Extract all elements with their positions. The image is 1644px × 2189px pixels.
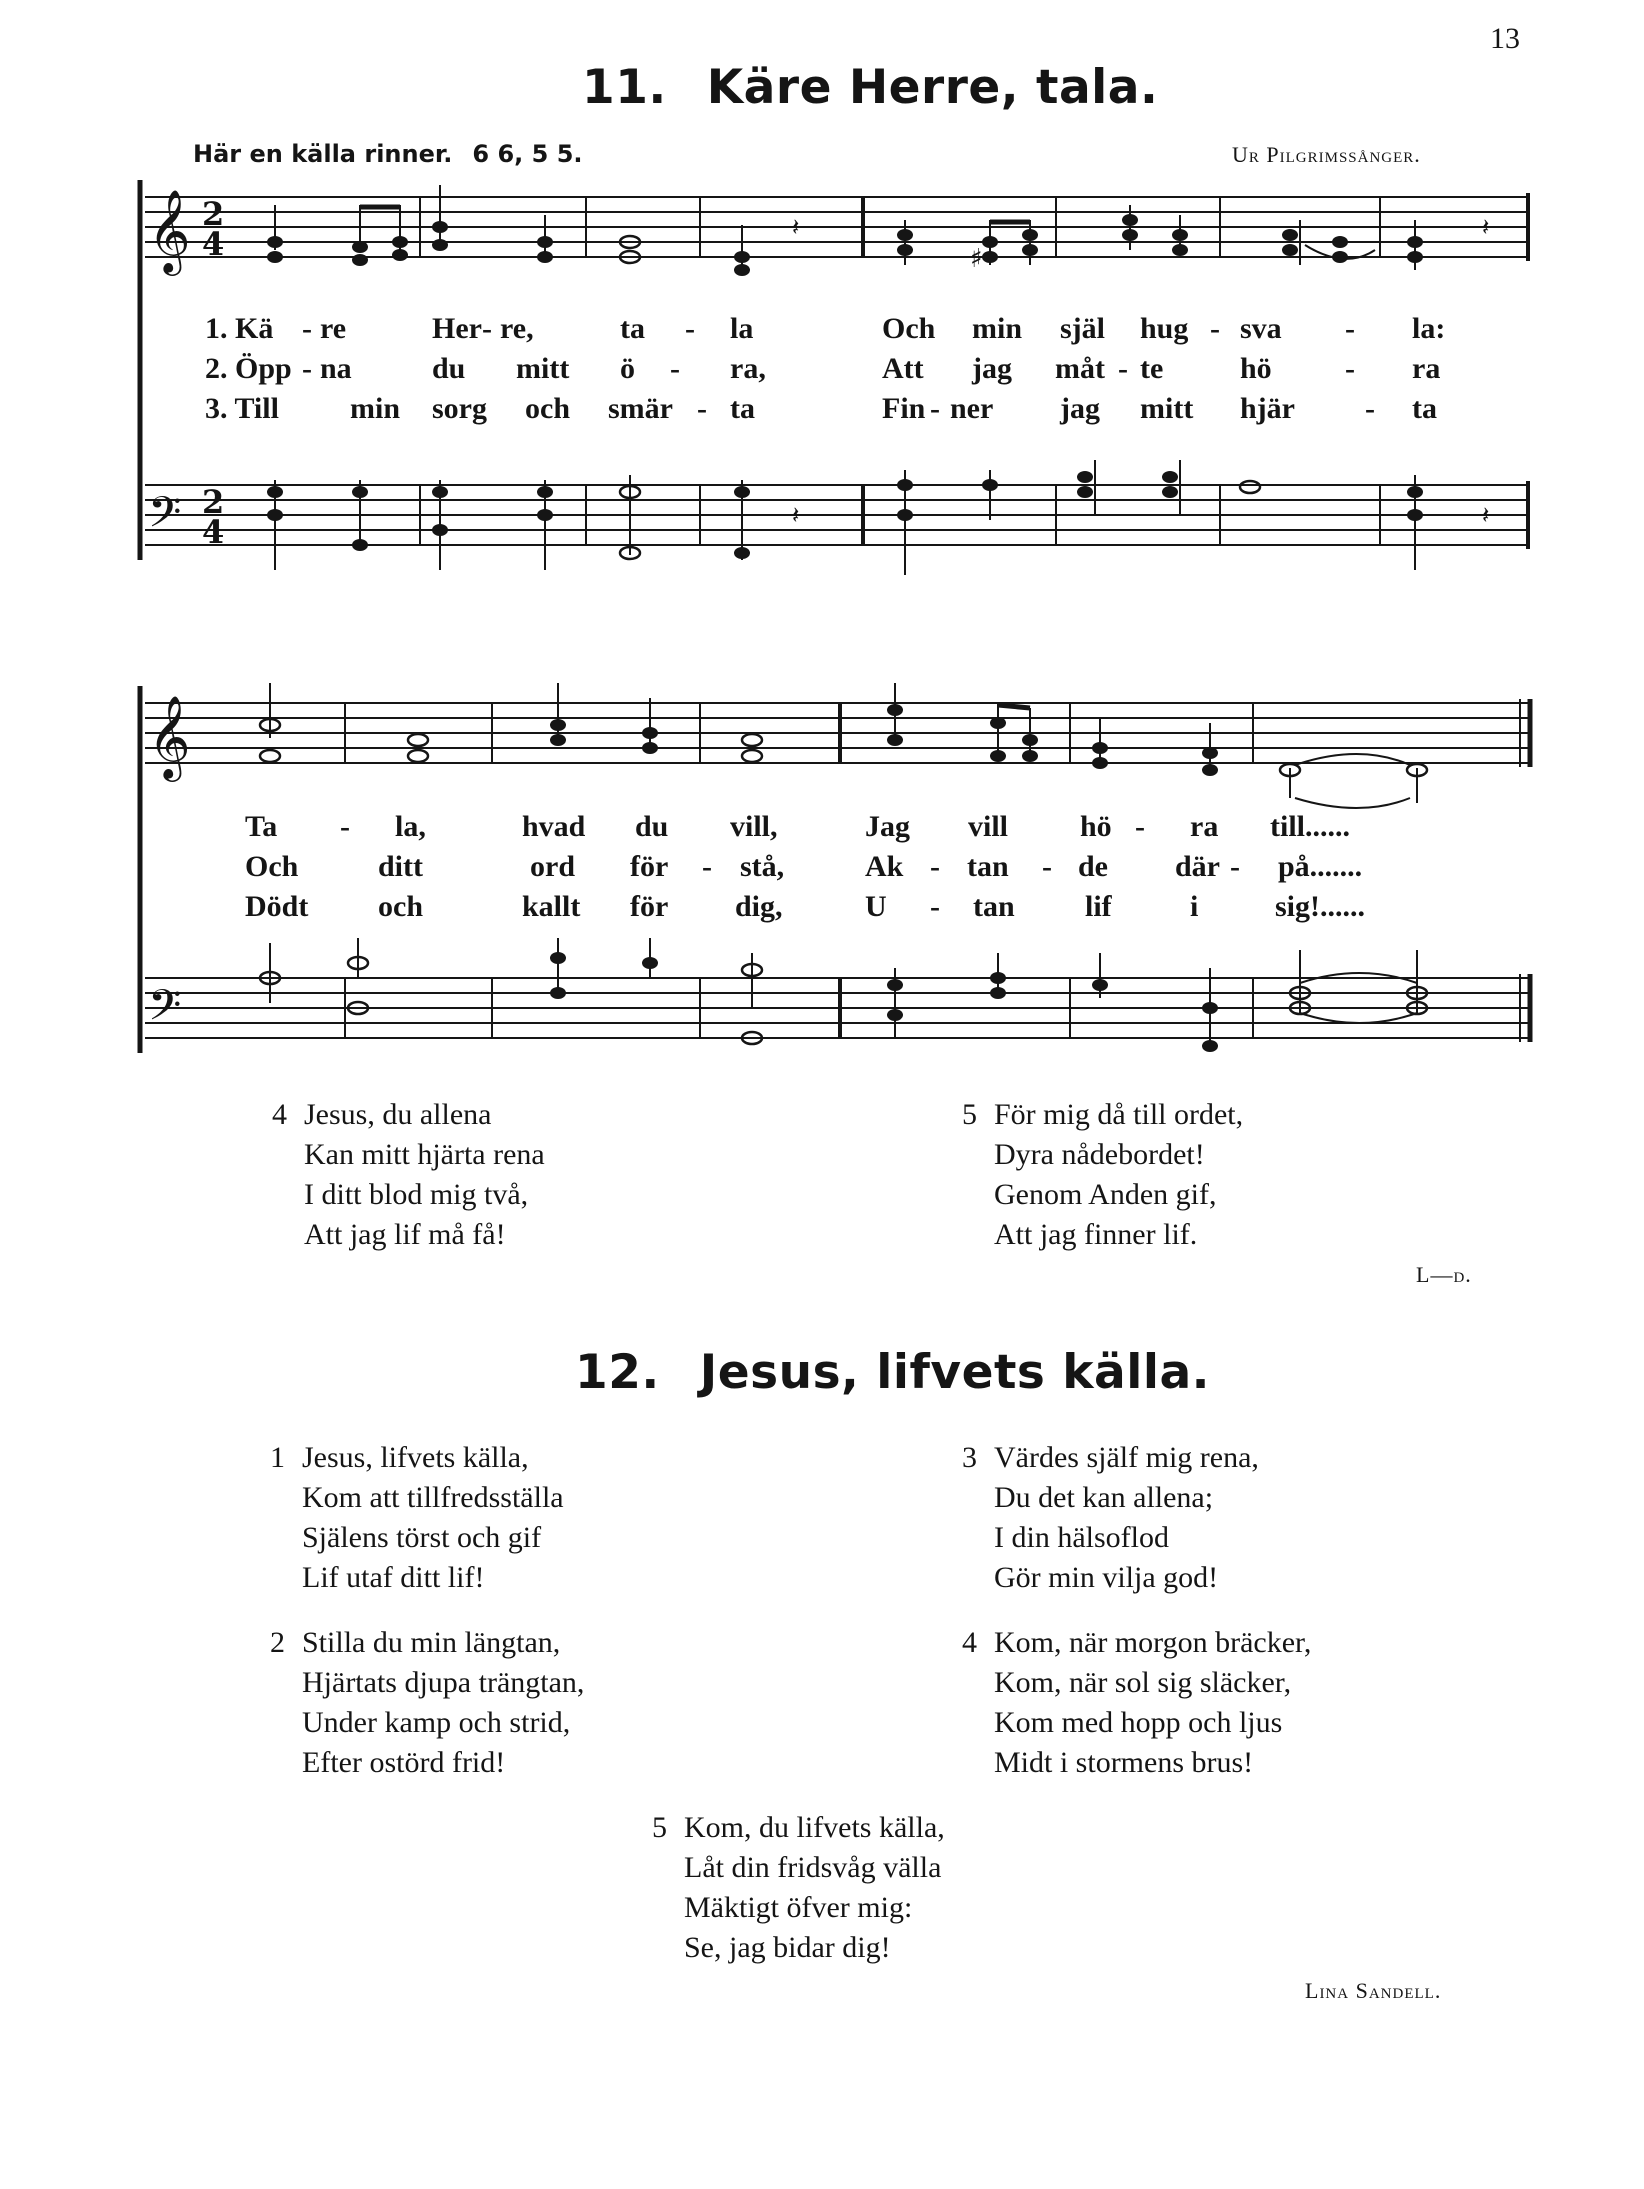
lyric-syllable: te	[1140, 352, 1164, 385]
stanza-line: Se, jag bidar dig!	[684, 1931, 891, 1964]
lyric-syllable: -	[702, 850, 712, 883]
lyric-syllable: -	[930, 392, 940, 425]
lyric-syllable: själ	[1060, 312, 1105, 345]
lyric-syllable: mitt	[516, 352, 570, 385]
hymn-11-number: 11.	[582, 60, 667, 115]
lyric-syllable: Och	[882, 312, 936, 345]
stanza-number: 4	[962, 1626, 977, 1659]
hymn-12-title-text: Jesus, lifvets källa.	[699, 1345, 1211, 1400]
lyric-syllable: Och	[245, 850, 299, 883]
lyrics-verse-1	[130, 810, 1540, 850]
stanza-line-text: Stilla du min längtan,	[302, 1626, 561, 1659]
stanza-line: Låt din fridsvåg välla	[684, 1851, 942, 1884]
lyric-syllable: ö	[620, 352, 635, 385]
lyric-syllable: i	[1190, 890, 1199, 923]
music-system-2	[130, 668, 1540, 1078]
lyric-syllable: -	[302, 312, 312, 345]
hymn-11-title	[582, 60, 1158, 115]
svg-text:𝄽: 𝄽	[1482, 501, 1490, 529]
lyric-syllable: Ta	[245, 810, 278, 843]
stanza-number: 2	[270, 1626, 285, 1659]
stanza-line: Midt i stormens brus!	[994, 1746, 1254, 1779]
lyric-syllable: måt	[1055, 352, 1105, 385]
stanza-line: Kom med hopp och ljus	[994, 1706, 1283, 1739]
stanza-line-text: Kom, när morgon bräcker,	[994, 1626, 1312, 1659]
hymn-12-stanza-4	[962, 1623, 1311, 1783]
lyric-syllable: -	[930, 850, 940, 883]
svg-text:4: 4	[202, 225, 225, 263]
lyric-syllable: tan	[967, 850, 1009, 883]
lyric-syllable: -	[685, 312, 695, 345]
lyric-syllable: Jag	[865, 810, 910, 843]
lyric-syllable: -	[1135, 810, 1145, 843]
lyric-syllable: 3. Till	[205, 392, 279, 425]
lyric-syllable: ra,	[730, 352, 766, 385]
stanza-line	[652, 1808, 945, 1848]
stanza-line-text: För mig då till ordet,	[994, 1098, 1244, 1131]
lyric-syllable: -	[697, 392, 707, 425]
lyric-syllable: re,	[500, 312, 534, 345]
lyrics-verse-3	[130, 392, 1540, 432]
stanza-line: Lif utaf ditt lif!	[302, 1561, 485, 1594]
svg-text:𝄞: 𝄞	[148, 694, 191, 778]
lyrics-verse-2	[130, 850, 1540, 890]
lyric-syllable: lif	[1085, 890, 1112, 923]
lyric-syllable: jag	[972, 352, 1012, 385]
lyric-syllable: 1. Kä	[205, 312, 274, 345]
stanza-line: Genom Anden gif,	[994, 1178, 1217, 1211]
lyric-syllable: Fin	[882, 392, 926, 425]
stanza-line-text: Jesus, du allena	[304, 1098, 492, 1131]
lyric-syllable: de	[1078, 850, 1108, 883]
lyric-syllable: hö	[1240, 352, 1272, 385]
stanza-line	[962, 1623, 1311, 1663]
lyric-syllable: -	[1210, 312, 1220, 345]
stanza-line: Efter ostörd frid!	[302, 1746, 506, 1779]
lyric-syllable: -	[1345, 312, 1355, 345]
svg-text:♯: ♯	[970, 244, 983, 274]
lyric-syllable: hug	[1140, 312, 1189, 345]
svg-text:𝄢: 𝄢	[148, 981, 182, 1041]
lyric-syllable: -	[1365, 392, 1375, 425]
lyric-syllable: -	[302, 352, 312, 385]
lyric-syllable: där	[1175, 850, 1220, 883]
hymn-12-stanza-3	[962, 1438, 1259, 1598]
lyric-syllable: hö	[1080, 810, 1112, 843]
lyrics-verse-3	[130, 890, 1540, 930]
lyric-syllable: -	[930, 890, 940, 923]
lyric-syllable: Dödt	[245, 890, 309, 923]
lyric-syllable: ta	[730, 392, 755, 425]
hymn-12-stanza-2	[270, 1623, 584, 1783]
lyric-syllable: min	[972, 312, 1023, 345]
lyric-syllable: -	[1118, 352, 1128, 385]
stanza-number: 5	[962, 1098, 977, 1131]
lyric-syllable: la	[730, 312, 754, 345]
lyric-syllable: hjär	[1240, 392, 1295, 425]
stanza-line	[962, 1438, 1259, 1478]
page-number: 13	[1490, 22, 1520, 55]
hymn-12-author: Lina Sandell.	[1305, 1978, 1442, 2003]
stanza-line	[272, 1095, 545, 1135]
lyric-syllable: re	[320, 312, 347, 345]
hymn-12-title	[575, 1345, 1210, 1400]
lyric-syllable: för	[630, 890, 669, 923]
lyric-syllable: du	[432, 352, 466, 385]
svg-text:𝄢: 𝄢	[148, 488, 182, 548]
lyric-syllable: -	[482, 312, 492, 345]
lyric-syllable: Att	[882, 352, 924, 385]
lyric-syllable: ta	[620, 312, 645, 345]
stanza-line: Mäktigt öfver mig:	[684, 1891, 913, 1924]
lyric-syllable: Her	[432, 312, 482, 345]
svg-text:𝄽: 𝄽	[792, 501, 800, 529]
stanza-line	[962, 1095, 1243, 1135]
svg-text:𝄽: 𝄽	[1482, 213, 1490, 241]
lyric-syllable: U	[865, 890, 887, 923]
svg-text:𝄽: 𝄽	[792, 213, 800, 241]
stanza-line	[270, 1623, 584, 1663]
tune-name-text: Här en källa rinner.	[193, 140, 453, 168]
lyrics-verse-2	[130, 352, 1540, 392]
lyric-syllable: -	[1042, 850, 1052, 883]
stanza-number: 5	[652, 1811, 667, 1844]
lyric-syllable: ditt	[378, 850, 423, 883]
stanza-line: Kan mitt hjärta rena	[304, 1138, 545, 1171]
lyric-syllable: la,	[395, 810, 426, 843]
stanza-line-text: Värdes själf mig rena,	[994, 1441, 1259, 1474]
lyric-syllable: kallt	[522, 890, 581, 923]
lyric-syllable: sva	[1240, 312, 1282, 345]
stanza-line: Gör min vilja god!	[994, 1561, 1219, 1594]
lyric-syllable: du	[635, 810, 669, 843]
stanza-line: Hjärtats djupa trängtan,	[302, 1666, 585, 1699]
lyric-syllable: och	[378, 890, 423, 923]
svg-text:2: 2	[202, 195, 225, 233]
lyric-syllable: och	[525, 392, 570, 425]
lyric-syllable: dig,	[735, 890, 783, 923]
lyric-syllable: vill,	[730, 810, 778, 843]
stanza-line-text: Jesus, lifvets källa,	[302, 1441, 529, 1474]
stanza-line-text: Kom, du lifvets källa,	[684, 1811, 945, 1844]
stanza-line: Att jag lif må få!	[304, 1218, 506, 1251]
lyric-syllable: mitt	[1140, 392, 1194, 425]
lyric-syllable: -	[1230, 850, 1240, 883]
lyric-syllable: ner	[950, 392, 994, 425]
lyric-syllable: min	[350, 392, 401, 425]
stanza-number: 1	[270, 1441, 285, 1474]
lyric-syllable: Ak	[865, 850, 904, 883]
lyric-syllable: ra	[1190, 810, 1219, 843]
lyric-syllable: 2. Öpp	[205, 352, 292, 385]
lyric-syllable: stå,	[740, 850, 785, 883]
stanza-number: 4	[272, 1098, 287, 1131]
stanza-line: Själens törst och gif	[302, 1521, 542, 1554]
lyric-syllable: -	[1345, 352, 1355, 385]
stanza-line: Dyra nådebordet!	[994, 1138, 1205, 1171]
lyric-syllable: vill	[968, 810, 1009, 843]
hymn-11-stanza-5	[962, 1095, 1243, 1255]
hymn-11-author: L—d.	[1416, 1262, 1472, 1287]
lyric-syllable: ta	[1412, 392, 1437, 425]
stanza-line: Kom, när sol sig släcker,	[994, 1666, 1292, 1699]
svg-text:4: 4	[202, 513, 225, 551]
music-system-1	[130, 175, 1540, 595]
lyric-syllable: na	[320, 352, 352, 385]
hymn-12-stanza-1	[270, 1438, 564, 1598]
stanza-line: Under kamp och strid,	[302, 1706, 571, 1739]
lyric-syllable: ra	[1412, 352, 1441, 385]
hymn-11-stanza-4	[272, 1095, 545, 1255]
hymn-12-stanza-5	[652, 1808, 945, 1968]
lyric-syllable: på.......	[1278, 850, 1363, 883]
svg-text:2: 2	[202, 483, 225, 521]
stanza-line: I din hälsoflod	[994, 1521, 1169, 1554]
stanza-line: Att jag finner lif.	[994, 1218, 1198, 1251]
lyric-syllable: jag	[1060, 392, 1100, 425]
tune-source: Ur Pilgrimssånger.	[1232, 142, 1421, 167]
lyric-syllable: tan	[973, 890, 1015, 923]
lyrics-verse-1	[130, 312, 1540, 352]
meter: 6 6, 5 5.	[472, 140, 583, 168]
lyric-syllable: för	[630, 850, 669, 883]
stanza-line	[270, 1438, 564, 1478]
hymn-11-title-text: Käre Herre, tala.	[706, 60, 1159, 115]
stanza-line: I ditt blod mig två,	[304, 1178, 529, 1211]
lyric-syllable: till......	[1270, 810, 1350, 843]
hymn-12-number: 12.	[575, 1345, 660, 1400]
lyric-syllable: ord	[530, 850, 575, 883]
tune-name	[193, 140, 583, 168]
lyric-syllable: sorg	[432, 392, 487, 425]
stanza-line: Du det kan allena;	[994, 1481, 1214, 1514]
lyric-syllable: la:	[1412, 312, 1446, 345]
lyric-syllable: -	[670, 352, 680, 385]
lyric-syllable: smär	[608, 392, 673, 425]
lyric-syllable: hvad	[522, 810, 586, 843]
lyric-syllable: sig!......	[1275, 890, 1365, 923]
svg-text:𝄞: 𝄞	[148, 188, 191, 272]
lyric-syllable: -	[340, 810, 350, 843]
stanza-number: 3	[962, 1441, 977, 1474]
stanza-line: Kom att tillfredsställa	[302, 1481, 564, 1514]
